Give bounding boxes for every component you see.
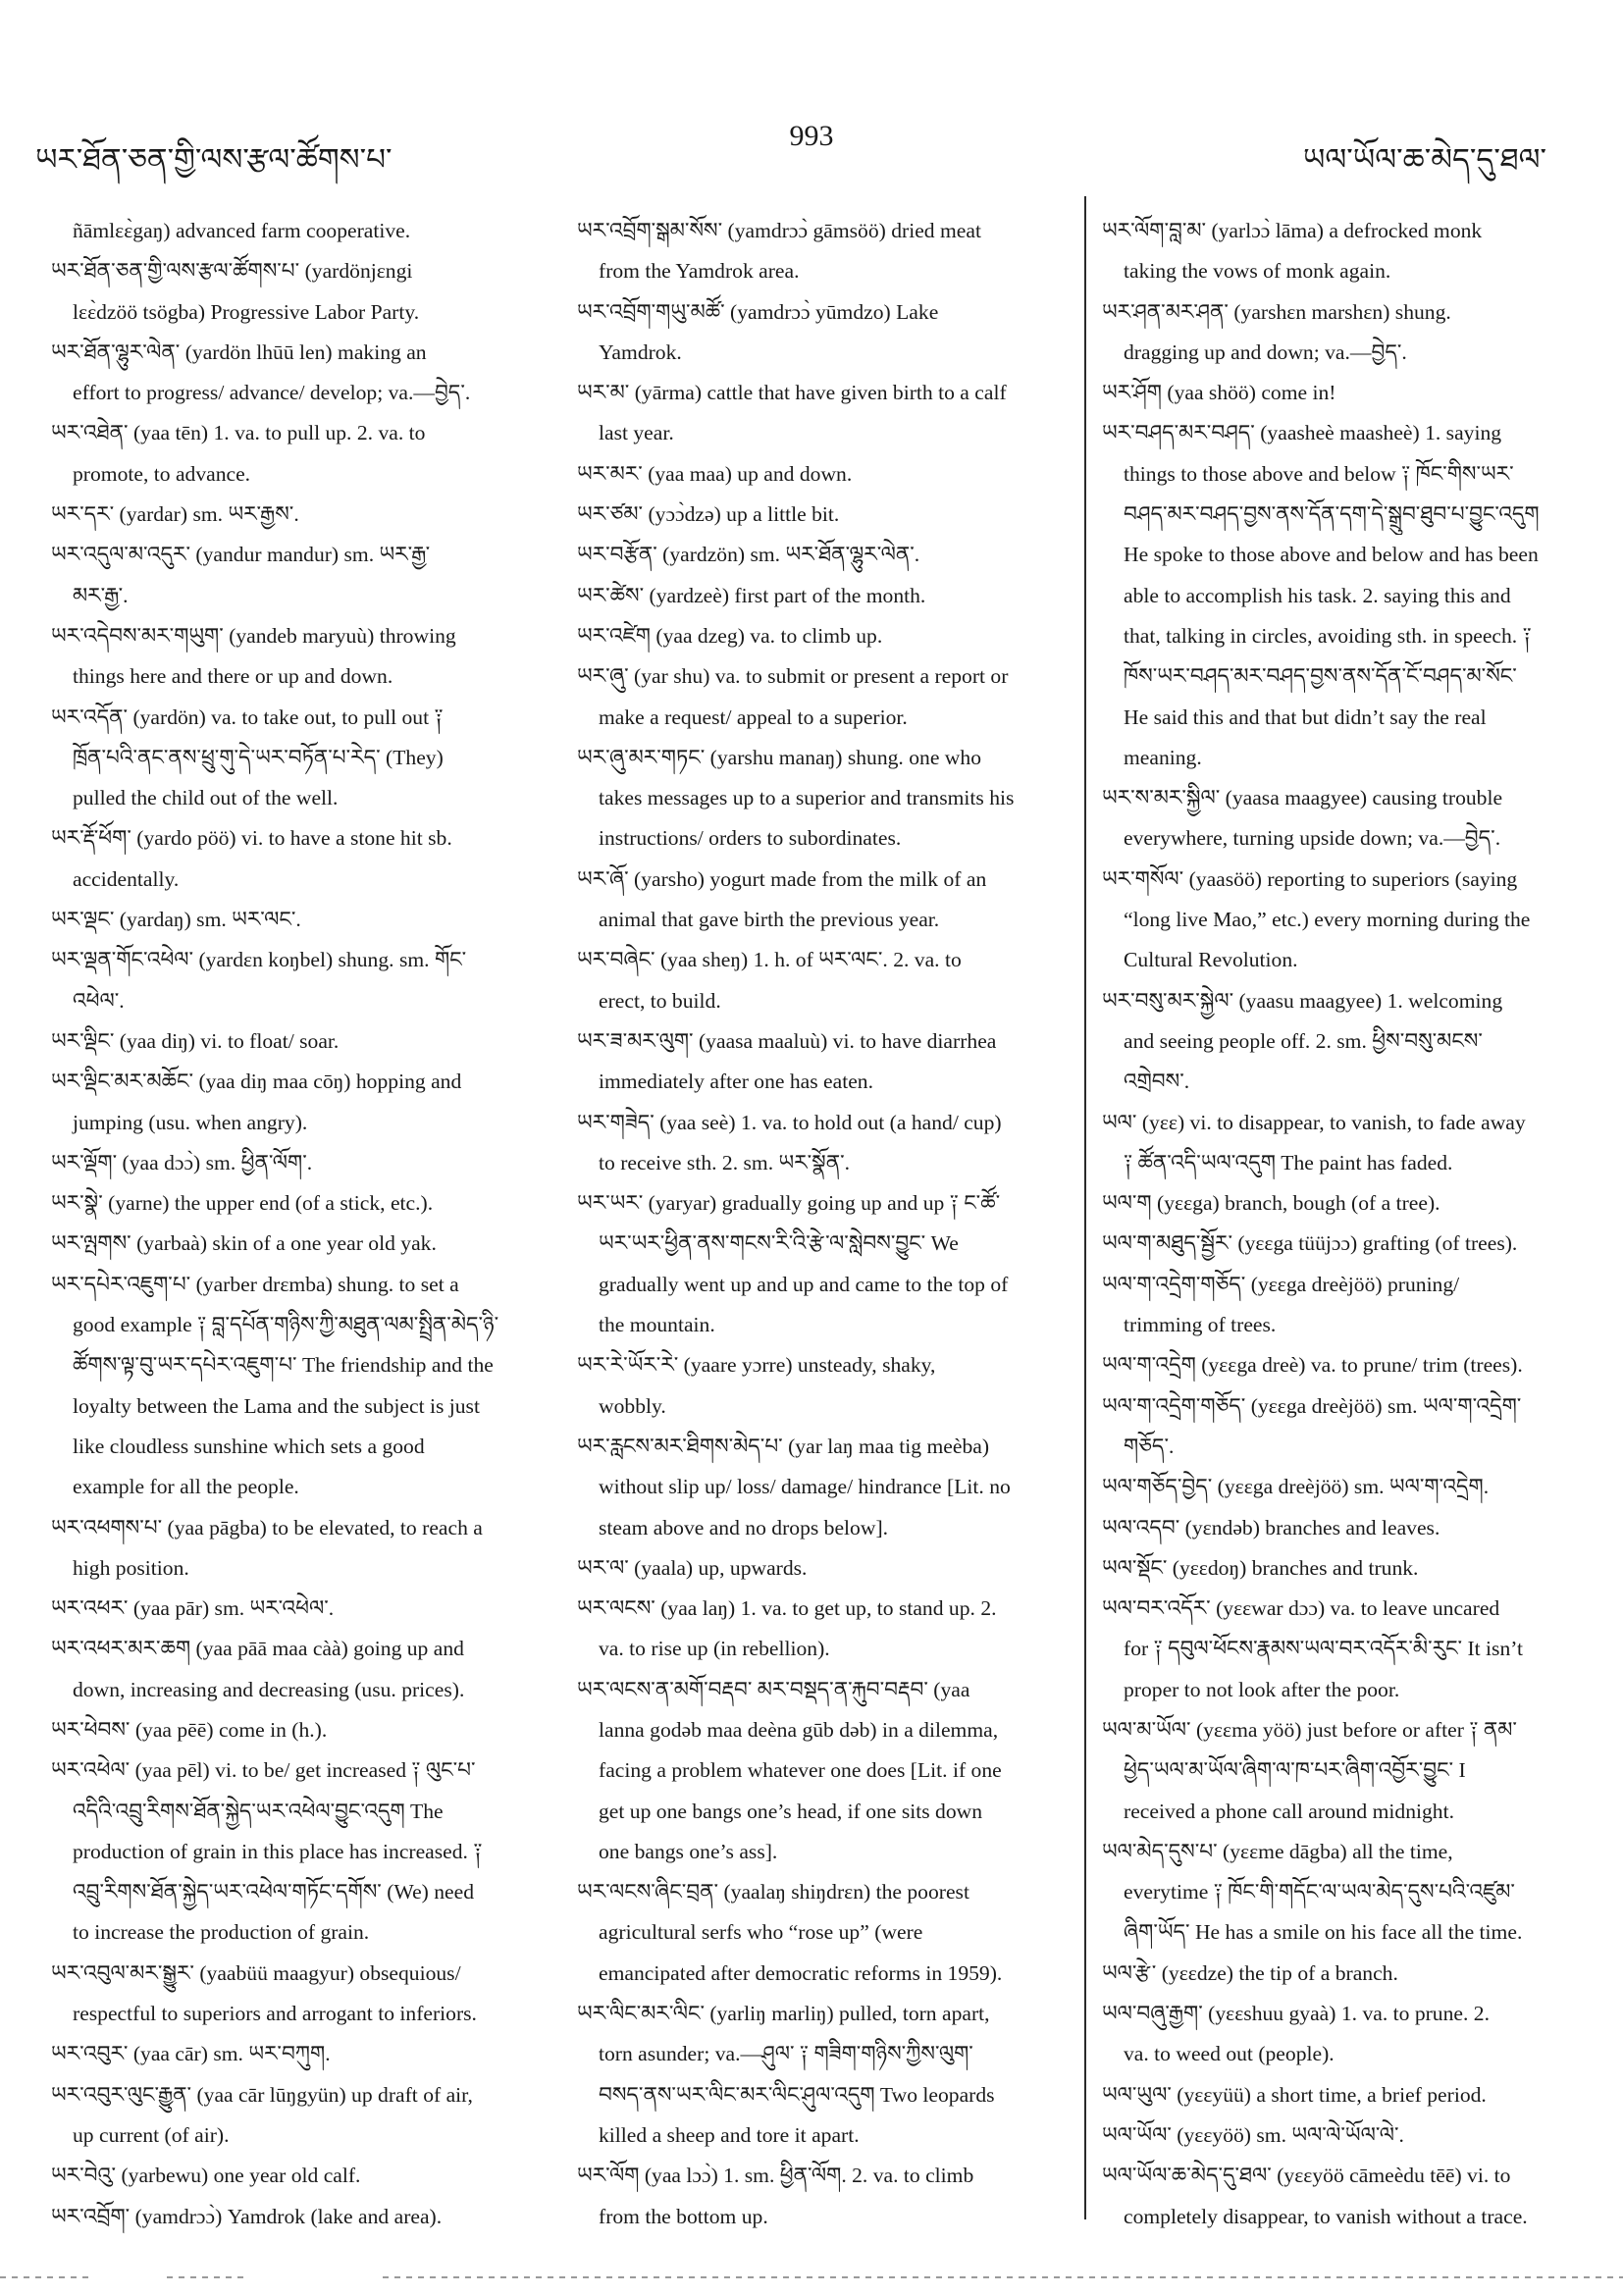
- scan-edge-mark: [0, 2276, 88, 2278]
- column-divider: [1084, 196, 1086, 2219]
- entry-headword-line: ཡལ་ག (yɛɛga) branch, bough (of a tree).: [1102, 1191, 1440, 1216]
- entry-headword-line: ཡར་འཕར་ (yaa pār) sm. ཡར་འཕེལ་.: [51, 1596, 335, 1621]
- entry-headword-line: ཡར་ལིང་མར་ལིང་ (yarliŋ marliŋ) pulled, torn apart,: [577, 2002, 990, 2026]
- scan-edge-mark: [167, 2276, 245, 2278]
- scan-edge-mark: [383, 2276, 1623, 2278]
- entry-continuation-line: He said this and that but didn’t say the real: [1124, 704, 1487, 729]
- entry-headword-line: ཡར་ས་མར་སྐྱིལ་ (yaasa maagyee) causing trouble: [1102, 786, 1503, 810]
- entry-headword-line: ཡར་ལྡོག་ (yaa dɔɔ̀) sm. ཕྱིན་ལོག་.: [51, 1150, 313, 1174]
- entry-headword-line: ཡར་དར་ (yardar) sm. ཡར་རྒྱས་.: [51, 502, 299, 527]
- entry-headword-line: ཡར་ལྡན་གོང་འཕེལ་ (yardɛn koŋbel) shung. sm. གོང་: [51, 948, 467, 972]
- entry-continuation-line: completely disappear, to vanish without a trace.: [1124, 2204, 1528, 2228]
- entry-continuation-line: Yamdrok.: [599, 339, 682, 364]
- entry-continuation-line: takes messages up to a superior and transmits his: [599, 786, 1015, 810]
- entry-continuation-line: meaning.: [1124, 745, 1202, 769]
- entry-continuation-line: va. to rise up (in rebellion).: [599, 1637, 830, 1661]
- entry-continuation-line: བཤད་མར་བཤད་བྱས་ནས་དོན་དག་དེ་སྒྲུབ་ཐུབ་པ་བྱུང་འདུག: [1124, 502, 1540, 527]
- entry-headword-line: ཡར་ཡར་ (yaryar) gradually going up and up ༑ ང་ཚོ་: [577, 1191, 1001, 1216]
- running-head-left: ཡར་ཐོན་ཅན་གྱི་ལས་རྩལ་ཚོགས་པ་: [35, 142, 393, 177]
- entry-headword-line: ཡར་འབྲོག་སྒམ་སོས་ (yamdrɔɔ̀ gāmsöö) dried meat: [577, 219, 981, 242]
- entry-headword-line: ཡལ་བར་འདོར་ (yɛɛwar dɔɔ) va. to leave uncared: [1102, 1596, 1500, 1621]
- entry-continuation-line: everywhere, turning upside down; va.—བྱེད་.: [1124, 826, 1501, 851]
- entry-headword-line: ཡལ་ག་མཐུད་སྦྱོར་ (yɛɛga tüüjɔɔ) grafting (of trees).: [1102, 1231, 1518, 1256]
- page-number: 993: [789, 120, 834, 152]
- entry-headword-line: ཡར་ལངས་ཞིང་བྲན་ (yaalaŋ shiŋdrɛn) the poorest: [577, 1880, 969, 1905]
- entry-headword-line: ཡལ་ག་འདྲེག་གཅོད་ (yɛɛga dreèjöö) sm. ཡལ་ག་འདྲེག་: [1102, 1393, 1522, 1418]
- entry-continuation-line: that, talking in circles, avoiding sth. in speech. ༑: [1124, 623, 1532, 648]
- entry-headword-line: ཡར་འཕགས་པ་ (yaa pāgba) to be elevated, to reach a: [51, 1515, 483, 1539]
- entry-continuation-line: འཕེལ་.: [73, 988, 125, 1013]
- entry-continuation-line: trimming of trees.: [1124, 1313, 1277, 1337]
- entry-headword-line: ཡར་ལྡང་ (yardaŋ) sm. ཡར་ལང་.: [51, 908, 301, 932]
- entry-headword-line: ཡར་རྡོ་ཕོག་ (yardo pöö) vi. to have a stone hit sb.: [51, 826, 452, 851]
- entry-continuation-line: ཞིག་ཡོད་ He has a smile on his face all the time.: [1124, 1920, 1523, 1945]
- entry-continuation-line: for ༑ དབུལ་ཕོངས་རྣམས་ཡལ་བར་འདོར་མི་རུང་ It isn’t: [1124, 1637, 1524, 1661]
- entry-headword-line: ཡར་འབུར་ལུང་རྒྱུན་ (yaa cār lūŋgyün) up draft of air,: [51, 2082, 473, 2107]
- entry-continuation-line: dragging up and down; va.—བྱེད་.: [1124, 339, 1407, 364]
- entry-continuation-line: འགྲེབས་.: [1124, 1070, 1190, 1094]
- entry-continuation-line: like cloudless sunshine which sets a good: [73, 1434, 425, 1458]
- entry-continuation-line: able to accomplish his task. 2. saying this and: [1124, 583, 1511, 607]
- entry-headword-line: ཡར་འདེབས་མར་གཡུག་ (yandeb maryuù) throwing: [51, 623, 456, 648]
- entry-continuation-line: facing a problem whatever one does [Lit. if one: [599, 1758, 1002, 1783]
- entry-headword-line: ཡར་ལངས་ (yaa laŋ) 1. va. to get up, to stand up. 2.: [577, 1596, 997, 1621]
- entry-continuation-line: གཅོད་.: [1124, 1434, 1175, 1458]
- entry-continuation-line: proper to not look after the poor.: [1124, 1677, 1400, 1701]
- entry-continuation-line: ཁོས་ཡར་བཤད་མར་བཤད་བྱས་ནས་དོན་ངོ་བཤད་མ་སོང་: [1124, 664, 1517, 689]
- entry-continuation-line: high position.: [73, 1555, 189, 1580]
- entry-headword-line: ཡར་འདུལ་མ་འདུར་ (yandur mandur) sm. ཡར་རྒྱ་: [51, 543, 431, 567]
- entry-continuation-line: taking the vows of monk again.: [1124, 259, 1391, 284]
- entry-continuation-line: མར་རྒྱ་.: [73, 583, 129, 607]
- entry-continuation-line: erect, to build.: [599, 988, 721, 1013]
- entry-headword-line: ཡར་འབྲོག་ (yamdrɔɔ̀) Yamdrok (lake and area).: [51, 2204, 443, 2228]
- entry-headword-line: ཡར་ཕེབས་ (yaa pēē) come in (h.).: [51, 1717, 328, 1742]
- entry-continuation-line: the mountain.: [599, 1313, 715, 1337]
- entry-headword-line: ཡར་རེ་ཡོར་རེ་ (yaare yɔrre) unsteady, shaky,: [577, 1353, 936, 1378]
- entry-continuation-line: to receive sth. 2. sm. ཡར་སྣོན་.: [599, 1150, 851, 1174]
- entry-headword-line: ཡར་ཚེས་ (yardzeè) first part of the month.: [577, 583, 926, 607]
- entry-continuation-line: up current (of air).: [73, 2122, 230, 2147]
- entry-headword-line: ཡར་བརྩོན་ (yardzön) sm. ཡར་ཐོན་ལྷུར་ལེན་.: [577, 543, 920, 567]
- entry-continuation-line: torn asunder; va.—ཤུལ་ ༑ གཟིག་གཉིས་ཀྱིས་ལུག་: [599, 2042, 973, 2066]
- entry-headword-line: ཡར་ལ་ (yaala) up, upwards.: [577, 1555, 808, 1580]
- entry-headword-line: ཡར་ཤན་མར་ཤན་ (yarshɛn marshɛn) shung.: [1102, 299, 1451, 324]
- entry-continuation-line: ༑ ཚོན་འདི་ཡལ་འདུག The paint has faded.: [1124, 1150, 1453, 1174]
- entry-headword-line: ཡར་འཕར་མར་ཆག (yaa pāā maa càà) going up and: [51, 1637, 464, 1661]
- entry-headword-line: ཡར་ལྤགས་ (yarbaà) skin of a one year old yak.: [51, 1231, 437, 1256]
- column-middle: [577, 211, 1073, 2237]
- entry-headword-line: ཡལ་ཡོལ་ (yɛɛyöö) sm. ཡལ་ལེ་ཡོལ་ལེ་.: [1102, 2122, 1404, 2147]
- entry-headword-line: ཡར་གསོལ་ (yaasöö) reporting to superiors (saying: [1102, 866, 1518, 891]
- entry-headword-line: ཡར་ལངས་ན་མགོ་བརྡབ་ མར་བསྡད་ན་རྐུབ་བརྡབ་ (yaa: [577, 1677, 970, 1701]
- entry-headword-line: ཡར་འབུར་ (yaa cār) sm. ཡར་བཀུག.: [51, 2042, 331, 2066]
- entry-continuation-line: get up one bangs one’s head, if one sits down: [599, 1799, 983, 1823]
- entry-continuation-line: accidentally.: [73, 866, 180, 891]
- entry-continuation-line: ཕྱེད་ཡལ་མ་ཡོལ་ཞིག་ལ་ཁ་པར་ཞིག་འབྱོར་བྱུང་ I: [1124, 1758, 1466, 1783]
- entry-continuation-line: gradually went up and up and came to the top of: [599, 1272, 1009, 1296]
- entry-continuation-line: good example ༑ བླ་དཔོན་གཉིས་ཀྱི་མཐུན་ལམ་སྤྲིན་མེད་ཉི་: [73, 1313, 499, 1337]
- entry-headword-line: ཡར་གཟེད་ (yaa seè) 1. va. to hold out (a hand/ cup): [577, 1110, 1002, 1134]
- entry-continuation-line: respectful to superiors and arrogant to inferiors.: [73, 2002, 477, 2026]
- entry-headword-line: ཡལ་གཅོད་བྱེད་ (yɛɛga dreèjöö) sm. ཡལ་ག་འདྲེག.: [1102, 1475, 1490, 1499]
- entry-continuation-line: instructions/ orders to subordinates.: [599, 826, 902, 851]
- entry-headword-line: ཡར་ལོག་བླ་མ་ (yarlɔɔ̀ lāma) a defrocked monk: [1102, 219, 1483, 242]
- entry-headword-line: ཡར་འཐེན་ (yaa tēn) 1. va. to pull up. 2. va. to: [51, 421, 426, 445]
- entry-headword-line: ཡར་བཞེང་ (yaa sheŋ) 1. h. of ཡར་ལང་. 2. va. to: [577, 948, 962, 972]
- entry-headword-line: ཡལ་ (yɛɛ) vi. to disappear, to vanish, to fade away: [1102, 1110, 1526, 1134]
- entry-headword-line: ཡར་བསུ་མར་སྐྱེལ་ (yaasu maagyee) 1. welcoming: [1102, 988, 1503, 1013]
- entry-continuation-line: ñāmlɛɛ̀gaŋ) advanced farm cooperative.: [73, 219, 411, 242]
- entry-headword-line: ཡར་ཐོན་ལྷུར་ལེན་ (yardön lhūū len) making an: [51, 339, 427, 364]
- entry-continuation-line: ཁྲོན་པའི་ནང་ནས་ཕྲུ་གུ་དེ་ཡར་བཏོན་པ་རེད་ (They): [73, 745, 444, 769]
- entry-continuation-line: pulled the child out of the well.: [73, 786, 339, 810]
- entry-continuation-line: from the bottom up.: [599, 2204, 768, 2228]
- entry-headword-line: ཡལ་ཡོལ་ཆ་མེད་དུ་ཐལ་ (yɛɛyöö cāmeèdu tēē) vi. to: [1102, 2164, 1511, 2188]
- entry-headword-line: ཡར་ཞུ་ (yar shu) va. to submit or present a report or: [577, 664, 1009, 689]
- entry-continuation-line: jumping (usu. when angry).: [73, 1110, 308, 1134]
- entry-continuation-line: ཚོགས་ལྟ་བུ་ཡར་དཔེར་འཇུག་པ་ The friendship and the: [73, 1353, 494, 1378]
- entry-headword-line: ཡར་སྣེ་ (yarne) the upper end (of a stick, etc.).: [51, 1191, 434, 1216]
- entry-headword-line: ཡལ་སྡོང་ (yɛɛdoŋ) branches and trunk.: [1102, 1555, 1419, 1580]
- entry-continuation-line: འབྲུ་རིགས་ཐོན་སྐྱེད་ཡར་འཕེལ་གཏོང་དགོས་ (We) need: [73, 1880, 475, 1905]
- entry-headword-line: ཡར་རླངས་མར་ཐིགས་མེད་པ་ (yar laŋ maa tig meèba): [577, 1434, 990, 1458]
- entry-continuation-line: to increase the production of grain.: [73, 1920, 370, 1945]
- entry-headword-line: ཡར་ཙམ་ (yɔɔ̀dzə) up a little bit.: [577, 502, 840, 527]
- entry-headword-line: ཡར་ཐོན་ཅན་གྱི་ལས་རྩལ་ཚོགས་པ་ (yardönjɛngi: [51, 259, 413, 284]
- entry-continuation-line: animal that gave birth the previous year.: [599, 908, 940, 932]
- entry-continuation-line: one bangs one’s ass].: [599, 1839, 778, 1863]
- column-right: [1102, 211, 1597, 2237]
- entry-continuation-line: He spoke to those above and below and has been: [1124, 543, 1539, 567]
- entry-continuation-line: བསད་ནས་ཡར་ལིང་མར་ལིང་ཤུལ་འདུག Two leopards: [599, 2082, 995, 2107]
- entry-continuation-line: down, increasing and decreasing (usu. prices).: [73, 1677, 465, 1701]
- entry-continuation-line: emancipated after democratic reforms in 1959).: [599, 1960, 1003, 1985]
- entry-continuation-line: things to those above and below ༑ ཁོང་གིས་ཡར་: [1124, 461, 1514, 486]
- entry-continuation-line: va. to weed out (people).: [1124, 2042, 1335, 2066]
- entry-continuation-line: འདིའི་འབྲུ་རིགས་ཐོན་སྐྱེད་ཡར་འཕེལ་བྱུང་འདུག The: [73, 1799, 444, 1823]
- entry-headword-line: ཡར་ཟ་མར་ལུག་ (yaasa maaluù) vi. to have diarrhea: [577, 1028, 997, 1053]
- entry-headword-line: ཡལ་མེད་དུས་པ་ (yɛɛme dāgba) all the time,: [1102, 1839, 1453, 1863]
- entry-continuation-line: killed a sheep and tore it apart.: [599, 2122, 860, 2147]
- entry-continuation-line: “long live Mao,” etc.) every morning during the: [1124, 908, 1531, 932]
- entry-continuation-line: steam above and no drops below].: [599, 1515, 889, 1539]
- entry-continuation-line: lɛɛ̀dzöö tsögba) Progressive Labor Party.: [73, 299, 420, 324]
- entry-headword-line: ཡར་ལྡིང་ (yaa diŋ) vi. to float/ soar.: [51, 1028, 340, 1053]
- entry-headword-line: ཡར་ལོག (yaa lɔɔ̀) 1. sm. ཕྱིན་ལོག. 2. va. to climb: [577, 2164, 974, 2188]
- entry-continuation-line: last year.: [599, 421, 674, 445]
- column-left: [51, 211, 554, 2237]
- entry-headword-line: ཡར་ཞུ་མར་གཏང་ (yarshu manaŋ) shung. one who: [577, 745, 981, 769]
- entry-headword-line: ཡར་བཤད་མར་བཤད་ (yaasheè maasheè) 1. saying: [1102, 421, 1502, 445]
- entry-headword-line: ཡར་མར་ (yaa maa) up and down.: [577, 461, 853, 486]
- entry-headword-line: ཡར་ལྡིང་མར་མཆོང་ (yaa diŋ maa cōŋ) hopping and: [51, 1070, 462, 1094]
- entry-continuation-line: things here and there or up and down.: [73, 664, 393, 689]
- entry-headword-line: ཡར་བེའུ་ (yarbewu) one year old calf.: [51, 2164, 361, 2188]
- entry-headword-line: ཡར་ཞོ་ (yarsho) yogurt made from the milk of an: [577, 866, 987, 891]
- entry-continuation-line: loyalty between the Lama and the subject is just: [73, 1393, 480, 1418]
- entry-continuation-line: Cultural Revolution.: [1124, 948, 1298, 972]
- entry-headword-line: ཡར་ཤོག (yaa shöö) come in!: [1102, 381, 1336, 405]
- entry-headword-line: ཡལ་འདབ་ (yɛndəb) branches and leaves.: [1102, 1515, 1440, 1539]
- entry-headword-line: ཡལ་ག་འདྲེག་གཅོད་ (yɛɛga dreèjöö) pruning/: [1102, 1272, 1460, 1296]
- entry-headword-line: ཡལ་ག་འདྲེག (yɛɛga dreè) va. to prune/ trim (trees).: [1102, 1353, 1523, 1378]
- entry-headword-line: ཡལ་མ་ཡོལ་ (yɛɛma yöö) just before or after ༑ ནམ་: [1102, 1717, 1517, 1742]
- entry-continuation-line: agricultural serfs who “rose up” (were: [599, 1920, 923, 1945]
- entry-continuation-line: promote, to advance.: [73, 461, 251, 486]
- entry-headword-line: ཡར་དཔེར་འཇུག་པ་ (yarber drɛmba) shung. to set a: [51, 1272, 459, 1296]
- entry-headword-line: ཡར་འཛེག (yaa dzeg) va. to climb up.: [577, 623, 883, 648]
- entry-continuation-line: effort to progress/ advance/ develop; va.—བྱེད་.: [73, 381, 471, 405]
- entry-continuation-line: ཡར་ཡར་ཕྱིན་ནས་གངས་རི་འི་རྩེ་ལ་སླེབས་བྱུང་ We: [599, 1231, 959, 1256]
- entry-headword-line: ཡལ་ཡུལ་ (yɛɛyüü) a short time, a brief period.: [1102, 2082, 1487, 2107]
- entry-continuation-line: everytime ༑ ཁོང་གི་གདོང་ལ་ཡལ་མེད་དུས་པའི་འཛུམ་: [1124, 1880, 1515, 1905]
- entry-continuation-line: lanna godəb maa deèna gūb dəb) in a dilemma,: [599, 1717, 999, 1742]
- running-head-right: ཡལ་ཡོལ་ཆ་མེད་དུ་ཐལ་: [1302, 142, 1546, 177]
- entry-continuation-line: make a request/ appeal to a superior.: [599, 704, 908, 729]
- entry-continuation-line: production of grain in this place has increased. ༑: [73, 1839, 483, 1863]
- entry-headword-line: ཡལ་རྩེ་ (yɛɛdze) the tip of a branch.: [1102, 1960, 1398, 1985]
- entry-continuation-line: and seeing people off. 2. sm. ཕྱིས་བསུ་མངས་: [1124, 1028, 1483, 1053]
- entry-continuation-line: immediately after one has eaten.: [599, 1070, 873, 1094]
- entry-headword-line: ཡར་མ་ (yārma) cattle that have given birth to a calf: [577, 381, 1007, 405]
- entry-continuation-line: wobbly.: [599, 1393, 666, 1418]
- entry-headword-line: ཡར་འབུལ་མར་སྒྱུར་ (yaabüü maagyur) obsequious/: [51, 1960, 461, 1985]
- entry-headword-line: ཡར་འབྲོག་གཡུ་མཚོ་ (yamdrɔɔ̀ yūmdzo) Lake: [577, 299, 939, 324]
- entry-continuation-line: from the Yamdrok area.: [599, 259, 800, 284]
- entry-continuation-line: without slip up/ loss/ damage/ hindrance [Lit. no: [599, 1475, 1011, 1499]
- entry-headword-line: ཡར་འཕེལ་ (yaa pēl) vi. to be/ get increased ༑ ལུང་པ་: [51, 1758, 476, 1783]
- entry-headword-line: ཡར་འདོན་ (yardön) va. to take out, to pull out ༑: [51, 704, 444, 729]
- entry-continuation-line: received a phone call around midnight.: [1124, 1799, 1454, 1823]
- entry-continuation-line: example for all the people.: [73, 1475, 299, 1499]
- entry-headword-line: ཡལ་བཞུ་རྒྱག་ (yɛɛshuu gyaà) 1. va. to prune. 2.: [1102, 2002, 1490, 2026]
